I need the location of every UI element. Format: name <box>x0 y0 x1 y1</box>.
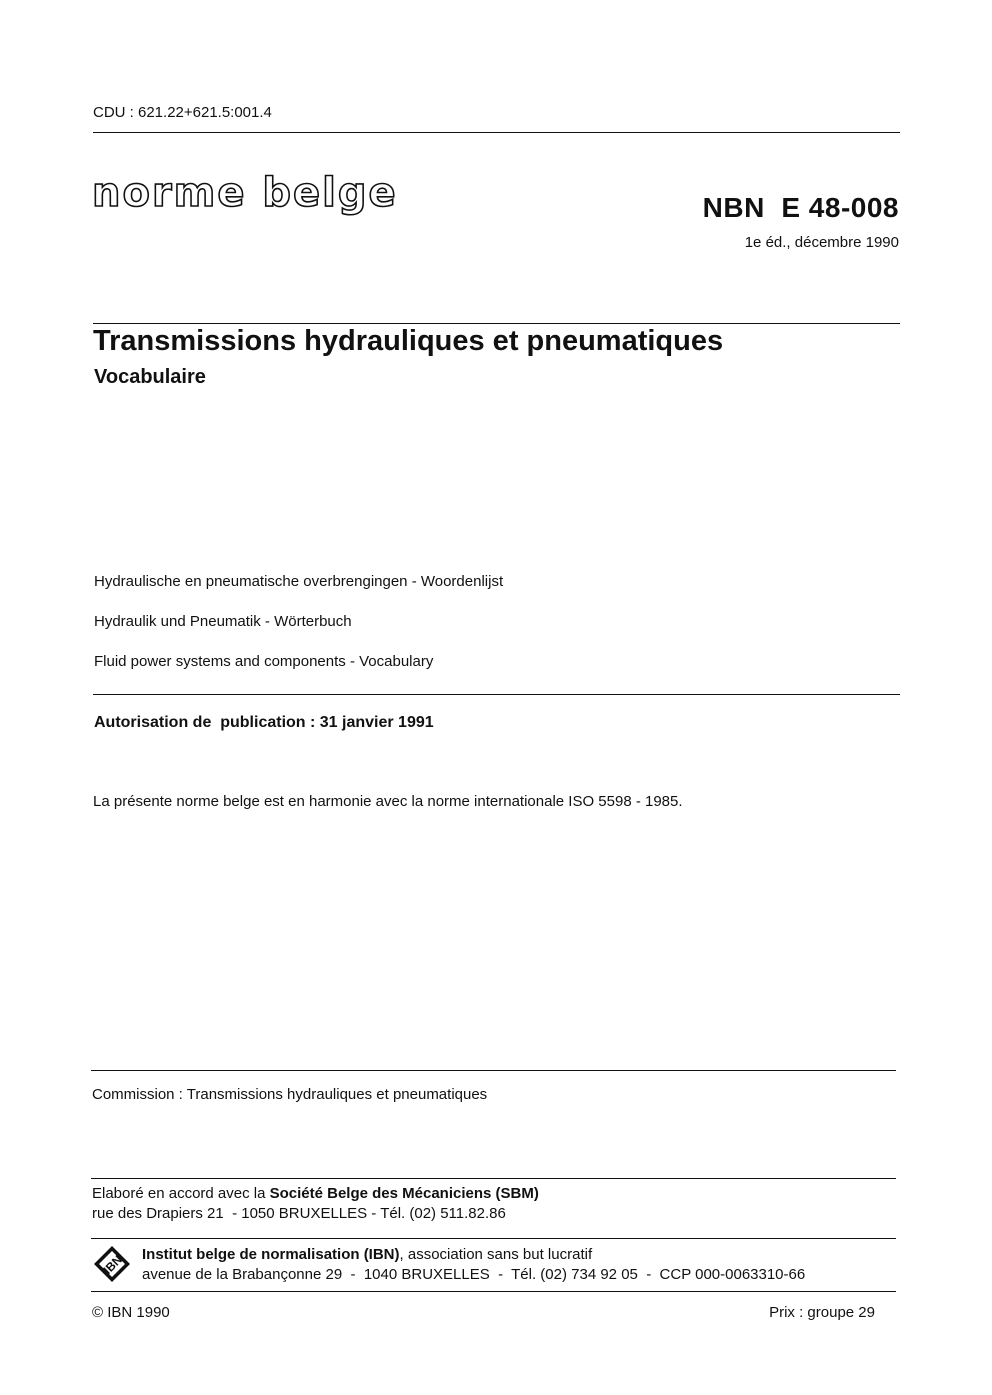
ibn-logo-icon <box>93 1245 131 1283</box>
header-rule <box>93 132 900 133</box>
ibn-logo-text: IBN <box>100 1252 125 1277</box>
document-subtitle: Vocabulaire <box>94 366 206 388</box>
sbm-prefix: Elaboré en accord avec la <box>92 1185 270 1202</box>
price-group: Prix : groupe 29 <box>769 1304 875 1321</box>
commission-line: Commission : Transmissions hydrauliques et pneumatiques <box>92 1086 488 1103</box>
copyright: © IBN 1990 <box>92 1304 170 1321</box>
edition-date: 1e éd., décembre 1990 <box>744 234 899 251</box>
sbm-address: rue des Drapiers 21 - 1050 BRUXELLES - Tél. (02) 511.82.86 <box>92 1205 506 1222</box>
sbm-name: Société Belge des Mécaniciens (SBM) <box>269 1185 539 1202</box>
footer-rule <box>91 1291 896 1292</box>
standard-number: NBN E 48-008 <box>702 192 899 223</box>
publication-authorization: Autorisation de publication : 31 janvier 1991 <box>94 714 434 731</box>
brand-wordmark: norme belge <box>92 170 398 216</box>
sbm-line <box>92 1185 539 1202</box>
ibn-address: avenue de la Brabançonne 29 - 1040 BRUXELLES - Tél. (02) 734 92 05 - CCP 000-0063310-66 <box>142 1266 806 1283</box>
ibn-line <box>142 1246 592 1263</box>
ibn-suffix: , association sans but lucratif <box>399 1246 593 1263</box>
ibn-name: Institut belge de normalisation (IBN) <box>142 1246 400 1263</box>
cdu-classification: CDU : 621.22+621.5:001.4 <box>93 104 272 121</box>
title-dutch: Hydraulische en pneumatische overbrengingen - Woordenlijst <box>94 573 504 590</box>
title-rule <box>93 323 900 324</box>
ibn-rule <box>91 1238 896 1239</box>
harmony-statement: La présente norme belge est en harmonie avec la norme internationale ISO 5598 - 1985. <box>93 793 683 810</box>
alt-titles-rule <box>93 694 900 695</box>
document-title: Transmissions hydrauliques et pneumatiques <box>93 325 724 357</box>
commission-rule <box>91 1070 896 1071</box>
title-german: Hydraulik und Pneumatik - Wörterbuch <box>94 613 352 630</box>
sbm-rule <box>91 1178 896 1179</box>
title-english: Fluid power systems and components - Vocabulary <box>94 653 434 670</box>
